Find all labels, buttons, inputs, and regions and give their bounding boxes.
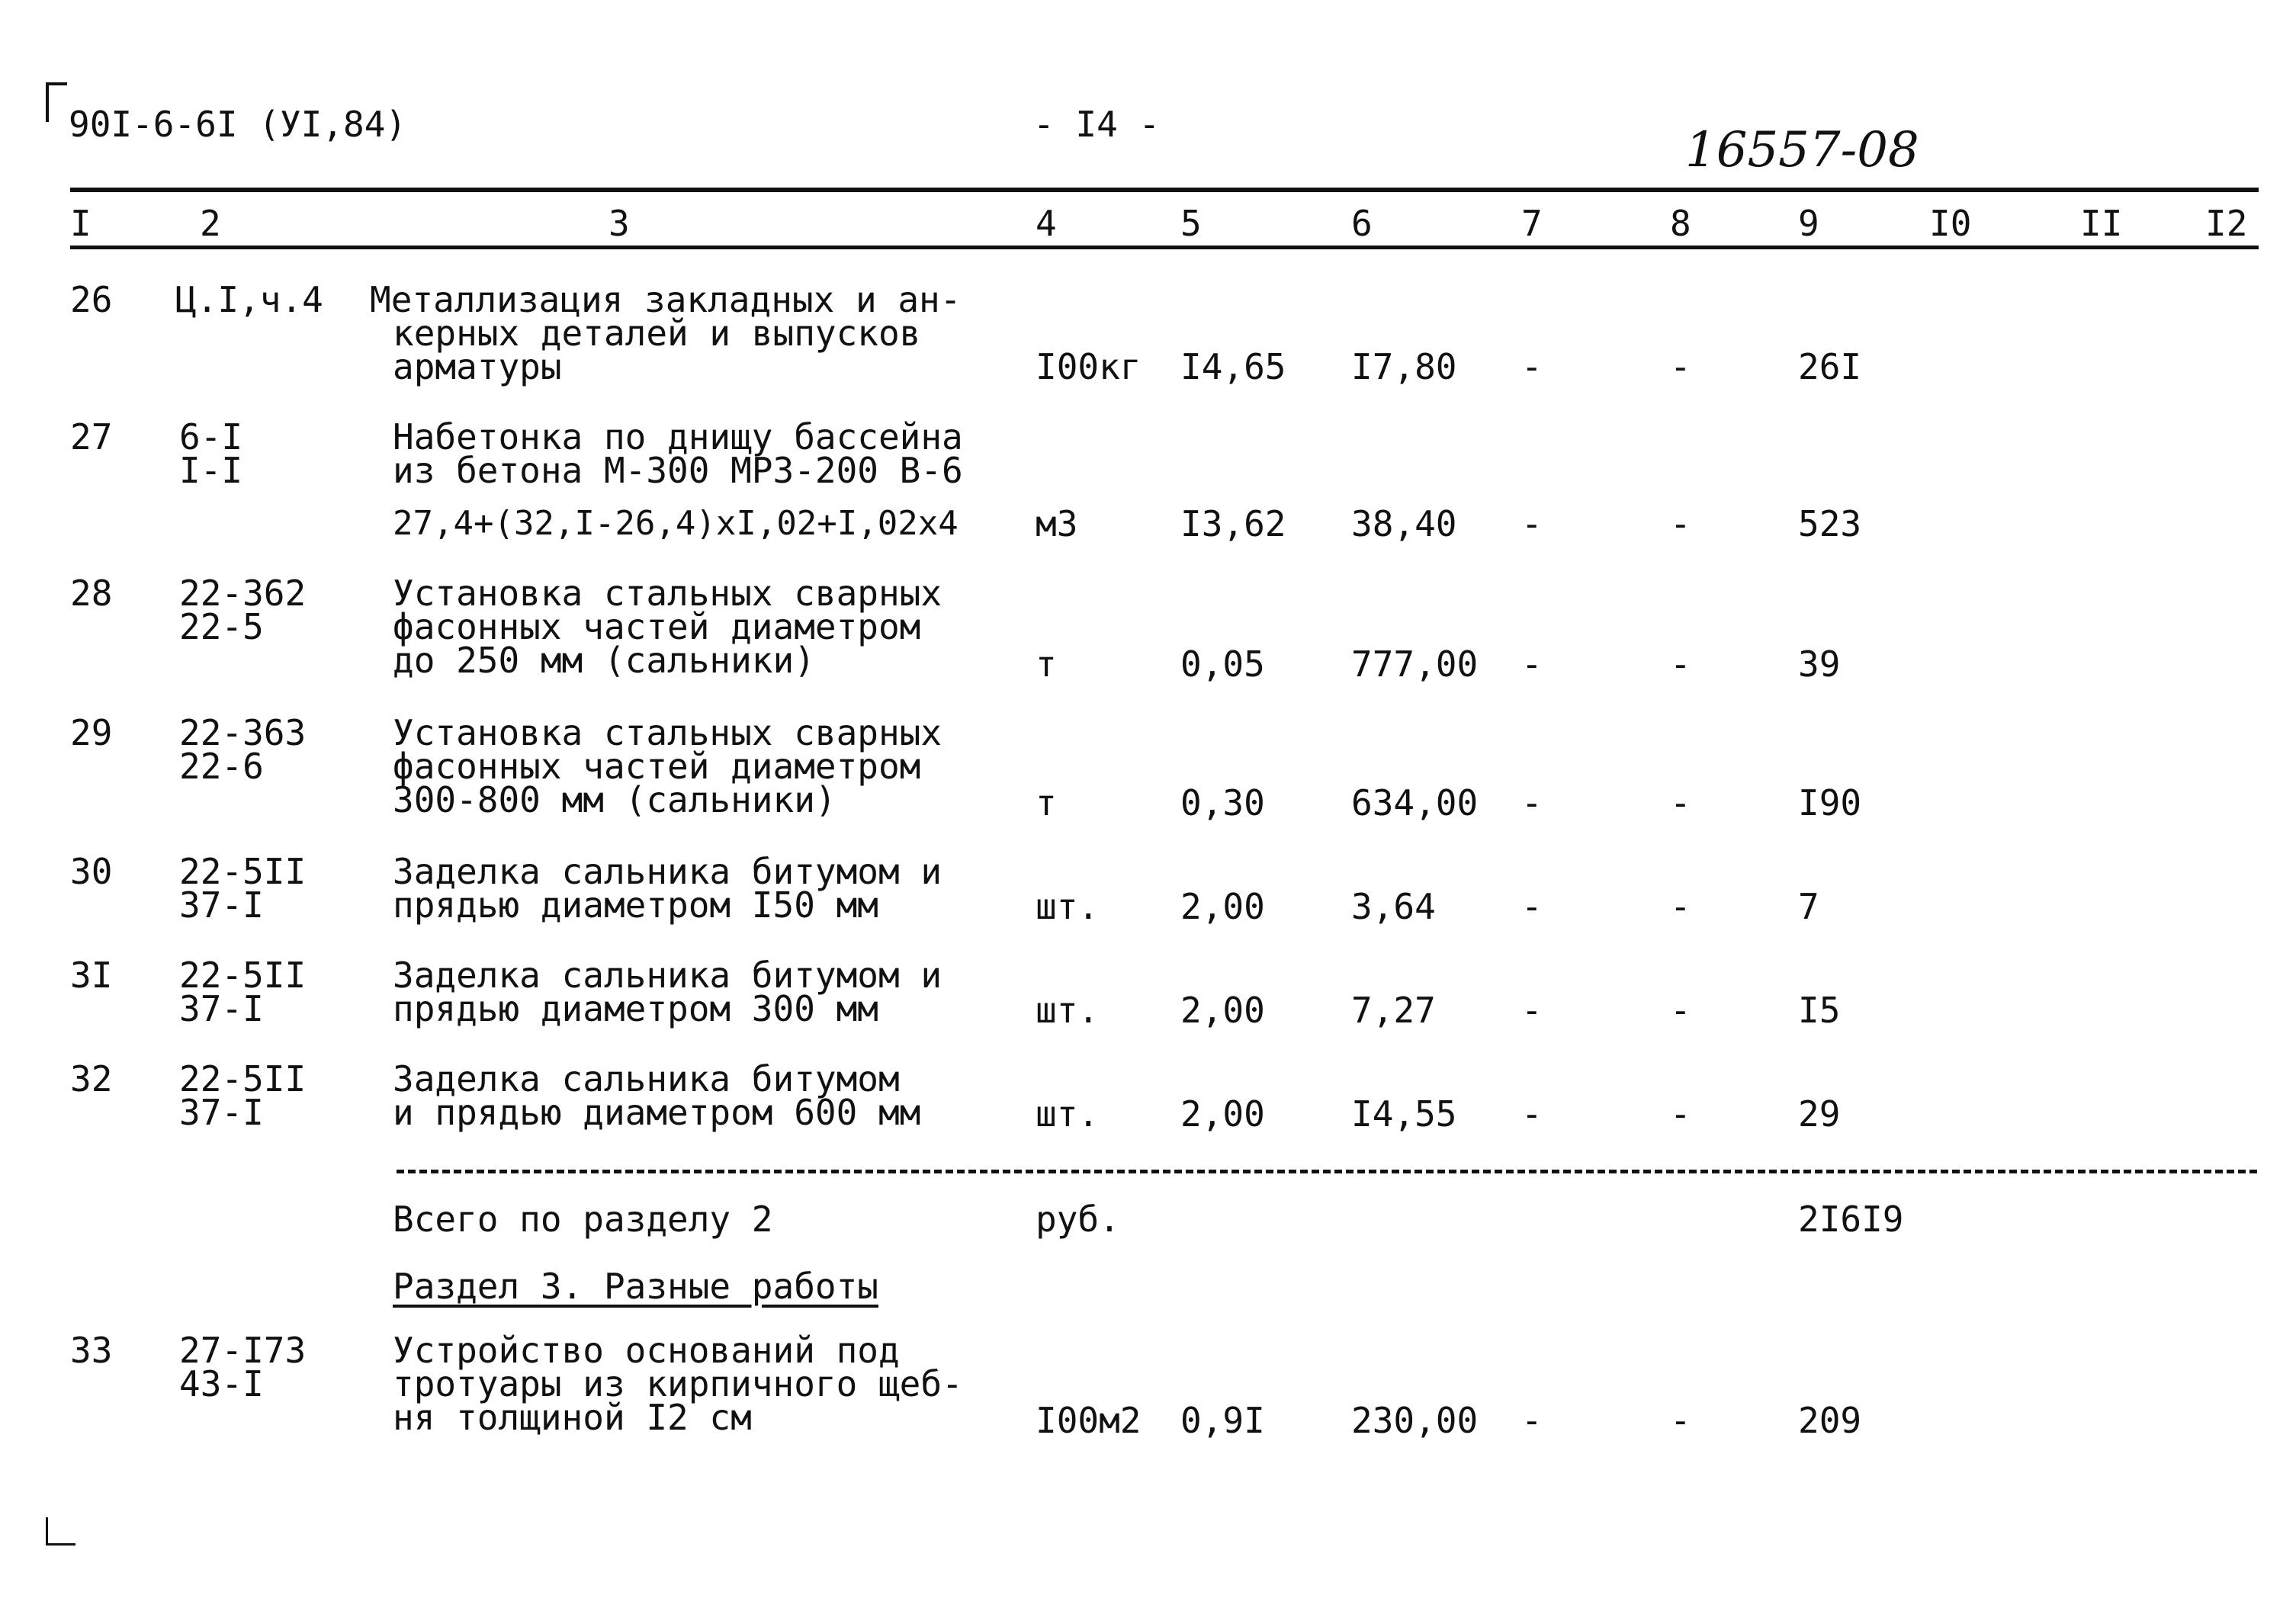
row-code: 22-5II bbox=[179, 955, 307, 996]
row-description-line: Установка стальных сварных bbox=[393, 712, 942, 753]
row-quantity: 0,05 bbox=[1180, 644, 1265, 685]
row-unit: т bbox=[1036, 782, 1057, 823]
row-number: 30 bbox=[70, 851, 113, 892]
row-total: I90 bbox=[1798, 782, 1862, 823]
row-total: 209 bbox=[1798, 1400, 1862, 1441]
row-quantity: 0,9I bbox=[1180, 1400, 1265, 1441]
row-code: 22-5 bbox=[179, 606, 264, 647]
section-heading: Раздел 3. Разные работы bbox=[393, 1266, 878, 1307]
row-description-line: тротуары из кирпичного щеб- bbox=[393, 1363, 963, 1404]
row-description-line: фасонных частей диаметром bbox=[393, 606, 921, 647]
row-unit-price: I4,55 bbox=[1351, 1093, 1457, 1135]
row-number: 32 bbox=[70, 1058, 113, 1099]
row-total: 26I bbox=[1798, 346, 1862, 387]
row-col8: - bbox=[1670, 990, 1691, 1031]
row-unit: т bbox=[1036, 644, 1057, 685]
row-code: 37-I bbox=[179, 988, 264, 1029]
row-col7: - bbox=[1521, 1400, 1543, 1441]
row-code: 37-I bbox=[179, 884, 264, 926]
section-total-value: 2I6I9 bbox=[1798, 1199, 1904, 1240]
row-description-line: из бетона М-300 МРЗ-200 В-6 bbox=[393, 450, 963, 491]
row-total: I5 bbox=[1798, 990, 1841, 1031]
row-col8: - bbox=[1670, 886, 1691, 927]
row-quantity: I4,65 bbox=[1180, 346, 1286, 387]
row-code: 22-363 bbox=[179, 712, 307, 753]
row-col8: - bbox=[1670, 644, 1691, 685]
row-description-line: прядью диаметром I50 мм bbox=[393, 884, 878, 926]
row-unit: м3 bbox=[1036, 503, 1078, 544]
row-quantity: 2,00 bbox=[1180, 886, 1265, 927]
row-col8: - bbox=[1670, 1400, 1691, 1441]
column-header-5: 5 bbox=[1180, 203, 1202, 244]
row-code: 6-I bbox=[179, 416, 243, 457]
row-description-line: фасонных частей диаметром bbox=[393, 746, 921, 787]
row-code: 22-362 bbox=[179, 573, 307, 614]
row-unit: I00м2 bbox=[1036, 1400, 1142, 1441]
row-number: 3I bbox=[70, 955, 113, 996]
row-col8: - bbox=[1670, 503, 1691, 544]
row-unit-price: 38,40 bbox=[1351, 503, 1457, 544]
row-unit-price: 3,64 bbox=[1351, 886, 1436, 927]
column-header-10: I0 bbox=[1929, 203, 1972, 244]
table-header-rule bbox=[70, 246, 2259, 249]
row-col7: - bbox=[1521, 503, 1543, 544]
row-formula: 27,4+(32,I-26,4)xI,02+I,02x4 bbox=[393, 504, 959, 543]
row-col7: - bbox=[1521, 782, 1543, 823]
row-description-line: Установка стальных сварных bbox=[393, 573, 942, 614]
row-col7: - bbox=[1521, 886, 1543, 927]
row-unit-price: 777,00 bbox=[1351, 644, 1479, 685]
row-description-line: Устройство оснований под bbox=[393, 1330, 900, 1371]
row-unit: шт. bbox=[1036, 990, 1100, 1031]
row-code: I-I bbox=[179, 450, 243, 491]
column-header-12: I2 bbox=[2205, 203, 2248, 244]
row-col7: - bbox=[1521, 346, 1543, 387]
dashed-separator bbox=[397, 1170, 2257, 1173]
row-quantity: 0,30 bbox=[1180, 782, 1265, 823]
row-description-line: 300-800 мм (сальники) bbox=[393, 779, 837, 820]
row-col8: - bbox=[1670, 346, 1691, 387]
handwritten-number: 16557-08 bbox=[1685, 122, 1919, 178]
row-unit: шт. bbox=[1036, 886, 1100, 927]
row-description-line: керных деталей и выпусков bbox=[393, 313, 921, 354]
row-description-line: и прядью диаметром 600 мм bbox=[393, 1092, 921, 1133]
section-total-unit: руб. bbox=[1036, 1199, 1120, 1240]
row-code: 43-I bbox=[179, 1363, 264, 1404]
row-code: 37-I bbox=[179, 1092, 264, 1133]
row-code: Ц.I,ч.4 bbox=[175, 279, 323, 320]
column-header-2: 2 bbox=[200, 203, 221, 244]
row-code: 22-5II bbox=[179, 851, 307, 892]
column-header-3: 3 bbox=[609, 203, 630, 244]
row-col7: - bbox=[1521, 1093, 1543, 1135]
row-code: 27-I73 bbox=[179, 1330, 307, 1371]
column-header-6: 6 bbox=[1351, 203, 1373, 244]
row-unit: I00кг bbox=[1036, 346, 1142, 387]
row-col7: - bbox=[1521, 644, 1543, 685]
row-description-line: Заделка сальника битумом bbox=[393, 1058, 900, 1099]
section-total-label: Всего по разделу 2 bbox=[393, 1199, 773, 1240]
row-unit: шт. bbox=[1036, 1093, 1100, 1135]
row-number: 29 bbox=[70, 712, 113, 753]
corner-mark-top-left bbox=[46, 82, 67, 122]
row-quantity: 2,00 bbox=[1180, 1093, 1265, 1135]
corner-mark-bottom-left bbox=[46, 1517, 75, 1546]
row-col8: - bbox=[1670, 1093, 1691, 1135]
row-unit-price: 7,27 bbox=[1351, 990, 1436, 1031]
column-header-4: 4 bbox=[1036, 203, 1057, 244]
column-header-8: 8 bbox=[1670, 203, 1691, 244]
row-description-line: до 250 мм (сальники) bbox=[393, 640, 815, 681]
column-header-7: 7 bbox=[1521, 203, 1543, 244]
row-description-line: Металлизация закладных и ан- bbox=[370, 279, 962, 320]
page-number: - I4 - bbox=[1033, 104, 1161, 145]
column-header-1: I bbox=[70, 203, 92, 244]
row-number: 26 bbox=[70, 279, 113, 320]
document-code: 90I-6-6I (УI,84) bbox=[69, 104, 407, 145]
row-quantity: 2,00 bbox=[1180, 990, 1265, 1031]
row-code: 22-5II bbox=[179, 1058, 307, 1099]
row-col7: - bbox=[1521, 990, 1543, 1031]
row-unit-price: 230,00 bbox=[1351, 1400, 1479, 1441]
row-total: 29 bbox=[1798, 1093, 1841, 1135]
row-unit-price: I7,80 bbox=[1351, 346, 1457, 387]
row-code: 22-6 bbox=[179, 746, 264, 787]
column-header-9: 9 bbox=[1798, 203, 1819, 244]
row-description-line: Набетонка по днищу бассейна bbox=[393, 416, 963, 457]
row-total: 523 bbox=[1798, 503, 1862, 544]
row-description-line: Заделка сальника битумом и bbox=[393, 851, 942, 892]
row-description-line: арматуры bbox=[393, 346, 562, 387]
row-number: 33 bbox=[70, 1330, 113, 1371]
column-header-11: II bbox=[2080, 203, 2123, 244]
row-total: 7 bbox=[1798, 886, 1819, 927]
row-description-line: прядью диаметром 300 мм bbox=[393, 988, 878, 1029]
row-unit-price: 634,00 bbox=[1351, 782, 1479, 823]
row-description-line: Заделка сальника битумом и bbox=[393, 955, 942, 996]
row-description-line: ня толщиной I2 см bbox=[393, 1397, 752, 1438]
table-top-rule bbox=[70, 188, 2259, 192]
row-total: 39 bbox=[1798, 644, 1841, 685]
row-number: 27 bbox=[70, 416, 113, 457]
row-number: 28 bbox=[70, 573, 113, 614]
row-quantity: I3,62 bbox=[1180, 503, 1286, 544]
row-col8: - bbox=[1670, 782, 1691, 823]
